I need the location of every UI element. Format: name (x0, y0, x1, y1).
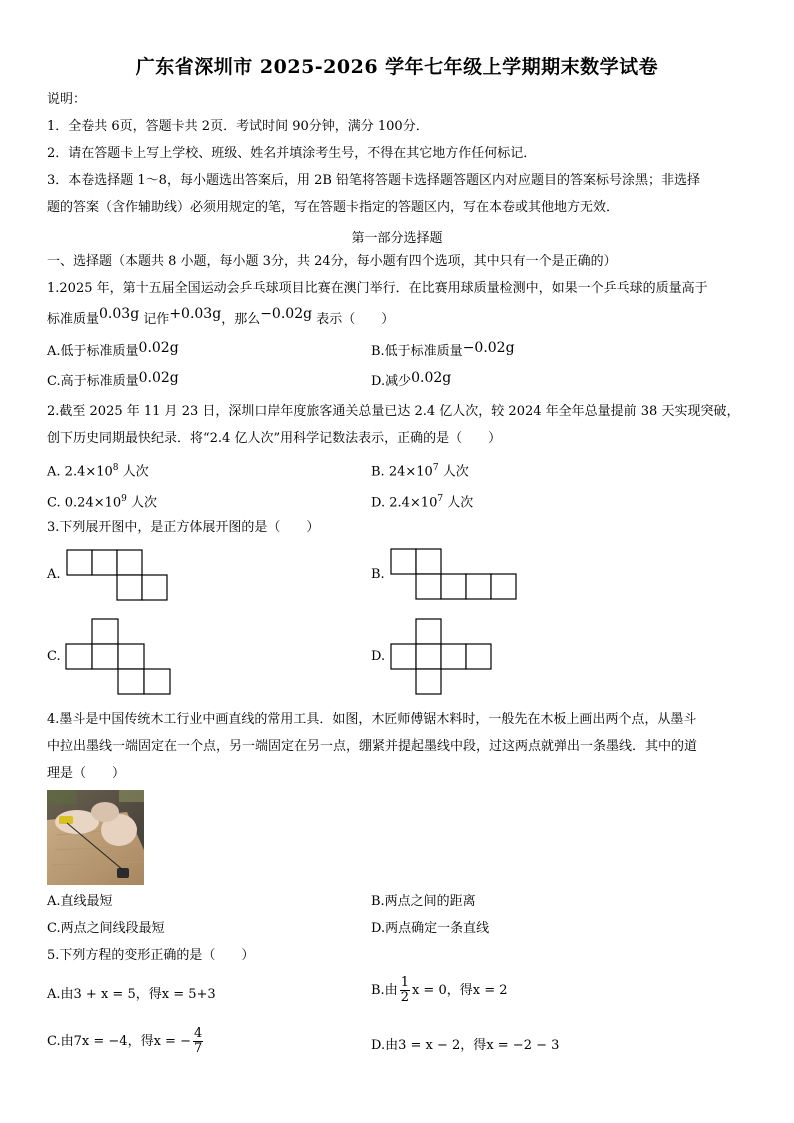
q2-option-c (47, 491, 157, 511)
q5-option-c-fraction (193, 1027, 203, 1056)
q3-stem: 3.下列展开图中，是正方体展开图的是（ ） (47, 520, 320, 535)
q3-net-b (390, 548, 520, 602)
q1-option-c (47, 370, 179, 390)
q2-option-a-base: 2.4×10 (64, 464, 113, 480)
q4-option-d: D.两点确定一条直线 (371, 921, 490, 936)
q1-option-c-text: C.高于标准质量 (47, 374, 139, 389)
q2-option-a-exp: 8 (112, 463, 119, 473)
q5-option-c-numerator: 4 (193, 1026, 203, 1041)
q2-option-c-base: 0.24×10 (64, 495, 122, 511)
q3-net-a (66, 549, 170, 603)
note-3a: 3．本卷选择题 1～8，每小题选出答案后，用 2B 铅笔将答题卡选择题答题区内对应题目的答案标号涂黑；非选择 (47, 173, 701, 188)
q2-option-d-exp: 7 (437, 494, 444, 504)
q1-math-c: −0.02g (260, 306, 313, 322)
q2-option-b-base: 24×10 (388, 464, 433, 480)
q5-option-a-pre: A.由 (47, 987, 74, 1002)
carpenter-ink-line-photo (47, 790, 144, 885)
q5-option-d-mid: ，得 (460, 1038, 487, 1053)
note-2: 2．请在答题卡上写上学校、班级、姓名并填涂考生号，不得在其它地方作任何标记． (47, 146, 537, 161)
q4-option-b: B.两点之间的距离 (371, 894, 476, 909)
note-3b: 题的答案（含作辅助线）必须用规定的笔，写在答题卡指定的答题区内，写在本卷或其他地方无效． (47, 200, 620, 215)
q1-stem-line2 (47, 306, 395, 328)
q4-stem-line3: 理是（ ） (47, 766, 126, 781)
q2-option-c-label: C. (47, 495, 61, 511)
q1-text-b: 记作 (143, 312, 170, 327)
q2-option-b-exp: 7 (432, 463, 439, 473)
note-1: 1．全卷共 6页，答题卡共 2页．考试时间 90分钟，满分 100分． (47, 119, 429, 134)
q5-option-b-result: x = 2 (472, 983, 508, 998)
q5-option-c-eq: 7x = −4 (73, 1034, 128, 1049)
q4-stem-line1: 4.墨斗是中国传统木工行业中画直线的常用工具．如图，木匠师傅锯木料时，一般先在木板上画出两个点，从墨斗 (47, 712, 697, 727)
q5-option-a-mid: ，得 (135, 987, 162, 1002)
q1-stem-line1: 1.2025 年，第十五届全国运动会乒乓球项目比赛在澳门举行．在比赛用球质量检测中，如果一个乒乓球的质量高于 (47, 281, 708, 296)
q2-option-c-exp: 9 (121, 494, 127, 504)
q2-option-c-unit: 人次 (131, 495, 158, 511)
q3-option-c-label: C. (47, 649, 61, 664)
page-title: 广东省深圳市 2025-2026 学年七年级上学期期末数学试卷 (135, 56, 659, 78)
q2-option-b-label: B. (371, 464, 385, 480)
q1-text-c: ，那么 (221, 312, 261, 327)
q5-option-d (371, 1038, 559, 1054)
section-heading: 一、选择题（本题共 8 小题，每小题 3分，共 24分，每小题有四个选项，其中只有一个是正确的） (47, 254, 617, 269)
q5-option-b-numerator: 1 (400, 975, 409, 990)
q1-option-b-text: B.低于标准质量 (371, 344, 463, 359)
q1-option-b (371, 340, 515, 360)
q5-option-c-denominator: 7 (193, 1041, 203, 1056)
q1-text-a: 标准质量 (47, 312, 100, 327)
q5-stem: 5.下列方程的变形正确的是（ ） (47, 948, 255, 963)
q2-stem-line1: 2.截至 2025 年 11 月 23 日，深圳口岸年度旅客通关总量已达 2.4 亿人次，较 2024 年全年总量提前 38 天实现突破， (47, 404, 740, 419)
q2-option-a (47, 460, 149, 480)
q2-option-a-label: A. (47, 464, 61, 480)
q5-option-c-mid: ，得 (127, 1034, 154, 1049)
q3-option-b-label: B. (371, 567, 385, 582)
q2-option-d-base: 2.4×10 (389, 495, 438, 511)
q1-text-d: 表示（ ） (316, 312, 395, 327)
q3-option-a-label: A. (47, 567, 61, 582)
q5-option-c-result: x = − (153, 1034, 191, 1049)
q1-option-d (371, 370, 452, 390)
q5-option-a (47, 987, 216, 1003)
q2-option-b (371, 460, 469, 480)
q5-option-b (371, 976, 508, 1005)
q5-option-c (47, 1027, 205, 1056)
q4-option-c: C.两点之间线段最短 (47, 921, 165, 936)
q5-option-d-eq: 3 = x − 2 (398, 1038, 461, 1053)
q2-option-d-label: D. (371, 495, 386, 511)
q5-option-b-pre: B.由 (371, 983, 398, 998)
q5-option-b-denominator: 2 (400, 990, 409, 1005)
q5-option-a-result: x = 5+3 (161, 987, 216, 1002)
q5-option-b-mid: ，得 (446, 983, 473, 998)
q4-option-a: A.直线最短 (47, 894, 113, 909)
q1-option-b-math: −0.02g (462, 340, 515, 356)
q3-net-c (65, 618, 173, 697)
q2-option-a-unit: 人次 (122, 464, 149, 480)
q1-option-a (47, 340, 179, 360)
q1-math-b: +0.03g (169, 306, 222, 322)
q2-option-d (371, 491, 473, 511)
q1-option-d-text: D.减少 (371, 374, 412, 389)
q5-option-b-fraction (400, 976, 410, 1005)
q5-option-a-eq: 3 + x = 5 (73, 987, 136, 1002)
q5-option-d-result: x = −2 − 3 (486, 1038, 560, 1053)
q1-option-c-math: 0.02g (138, 370, 179, 386)
q1-option-a-text: A.低于标准质量 (47, 344, 139, 359)
q5-option-b-eq: x = 0 (411, 983, 447, 998)
q2-option-b-unit: 人次 (442, 464, 469, 480)
q1-option-a-math: 0.02g (138, 340, 179, 356)
q1-option-d-math: 0.02g (411, 370, 452, 386)
q3-option-d-label: D. (371, 649, 386, 664)
q5-option-d-pre: D.由 (371, 1038, 399, 1053)
q3-net-d (390, 618, 494, 697)
part-heading: 第一部分选择题 (351, 231, 443, 246)
q2-option-d-unit: 人次 (447, 495, 474, 511)
q1-math-a: 0.03g (99, 306, 140, 322)
q4-stem-line2: 中拉出墨线一端固定在一个点，另一端固定在另一点，绷紧并提起墨线中段，过这两点就弹出一条墨线．其中的道 (47, 739, 698, 754)
notes-heading: 说明： (47, 92, 87, 107)
q2-stem-line2: 创下历史同期最快纪录．将“2.4 亿人次”用科学记数法表示，正确的是（ ） (47, 431, 502, 446)
q5-option-c-pre: C.由 (47, 1034, 74, 1049)
